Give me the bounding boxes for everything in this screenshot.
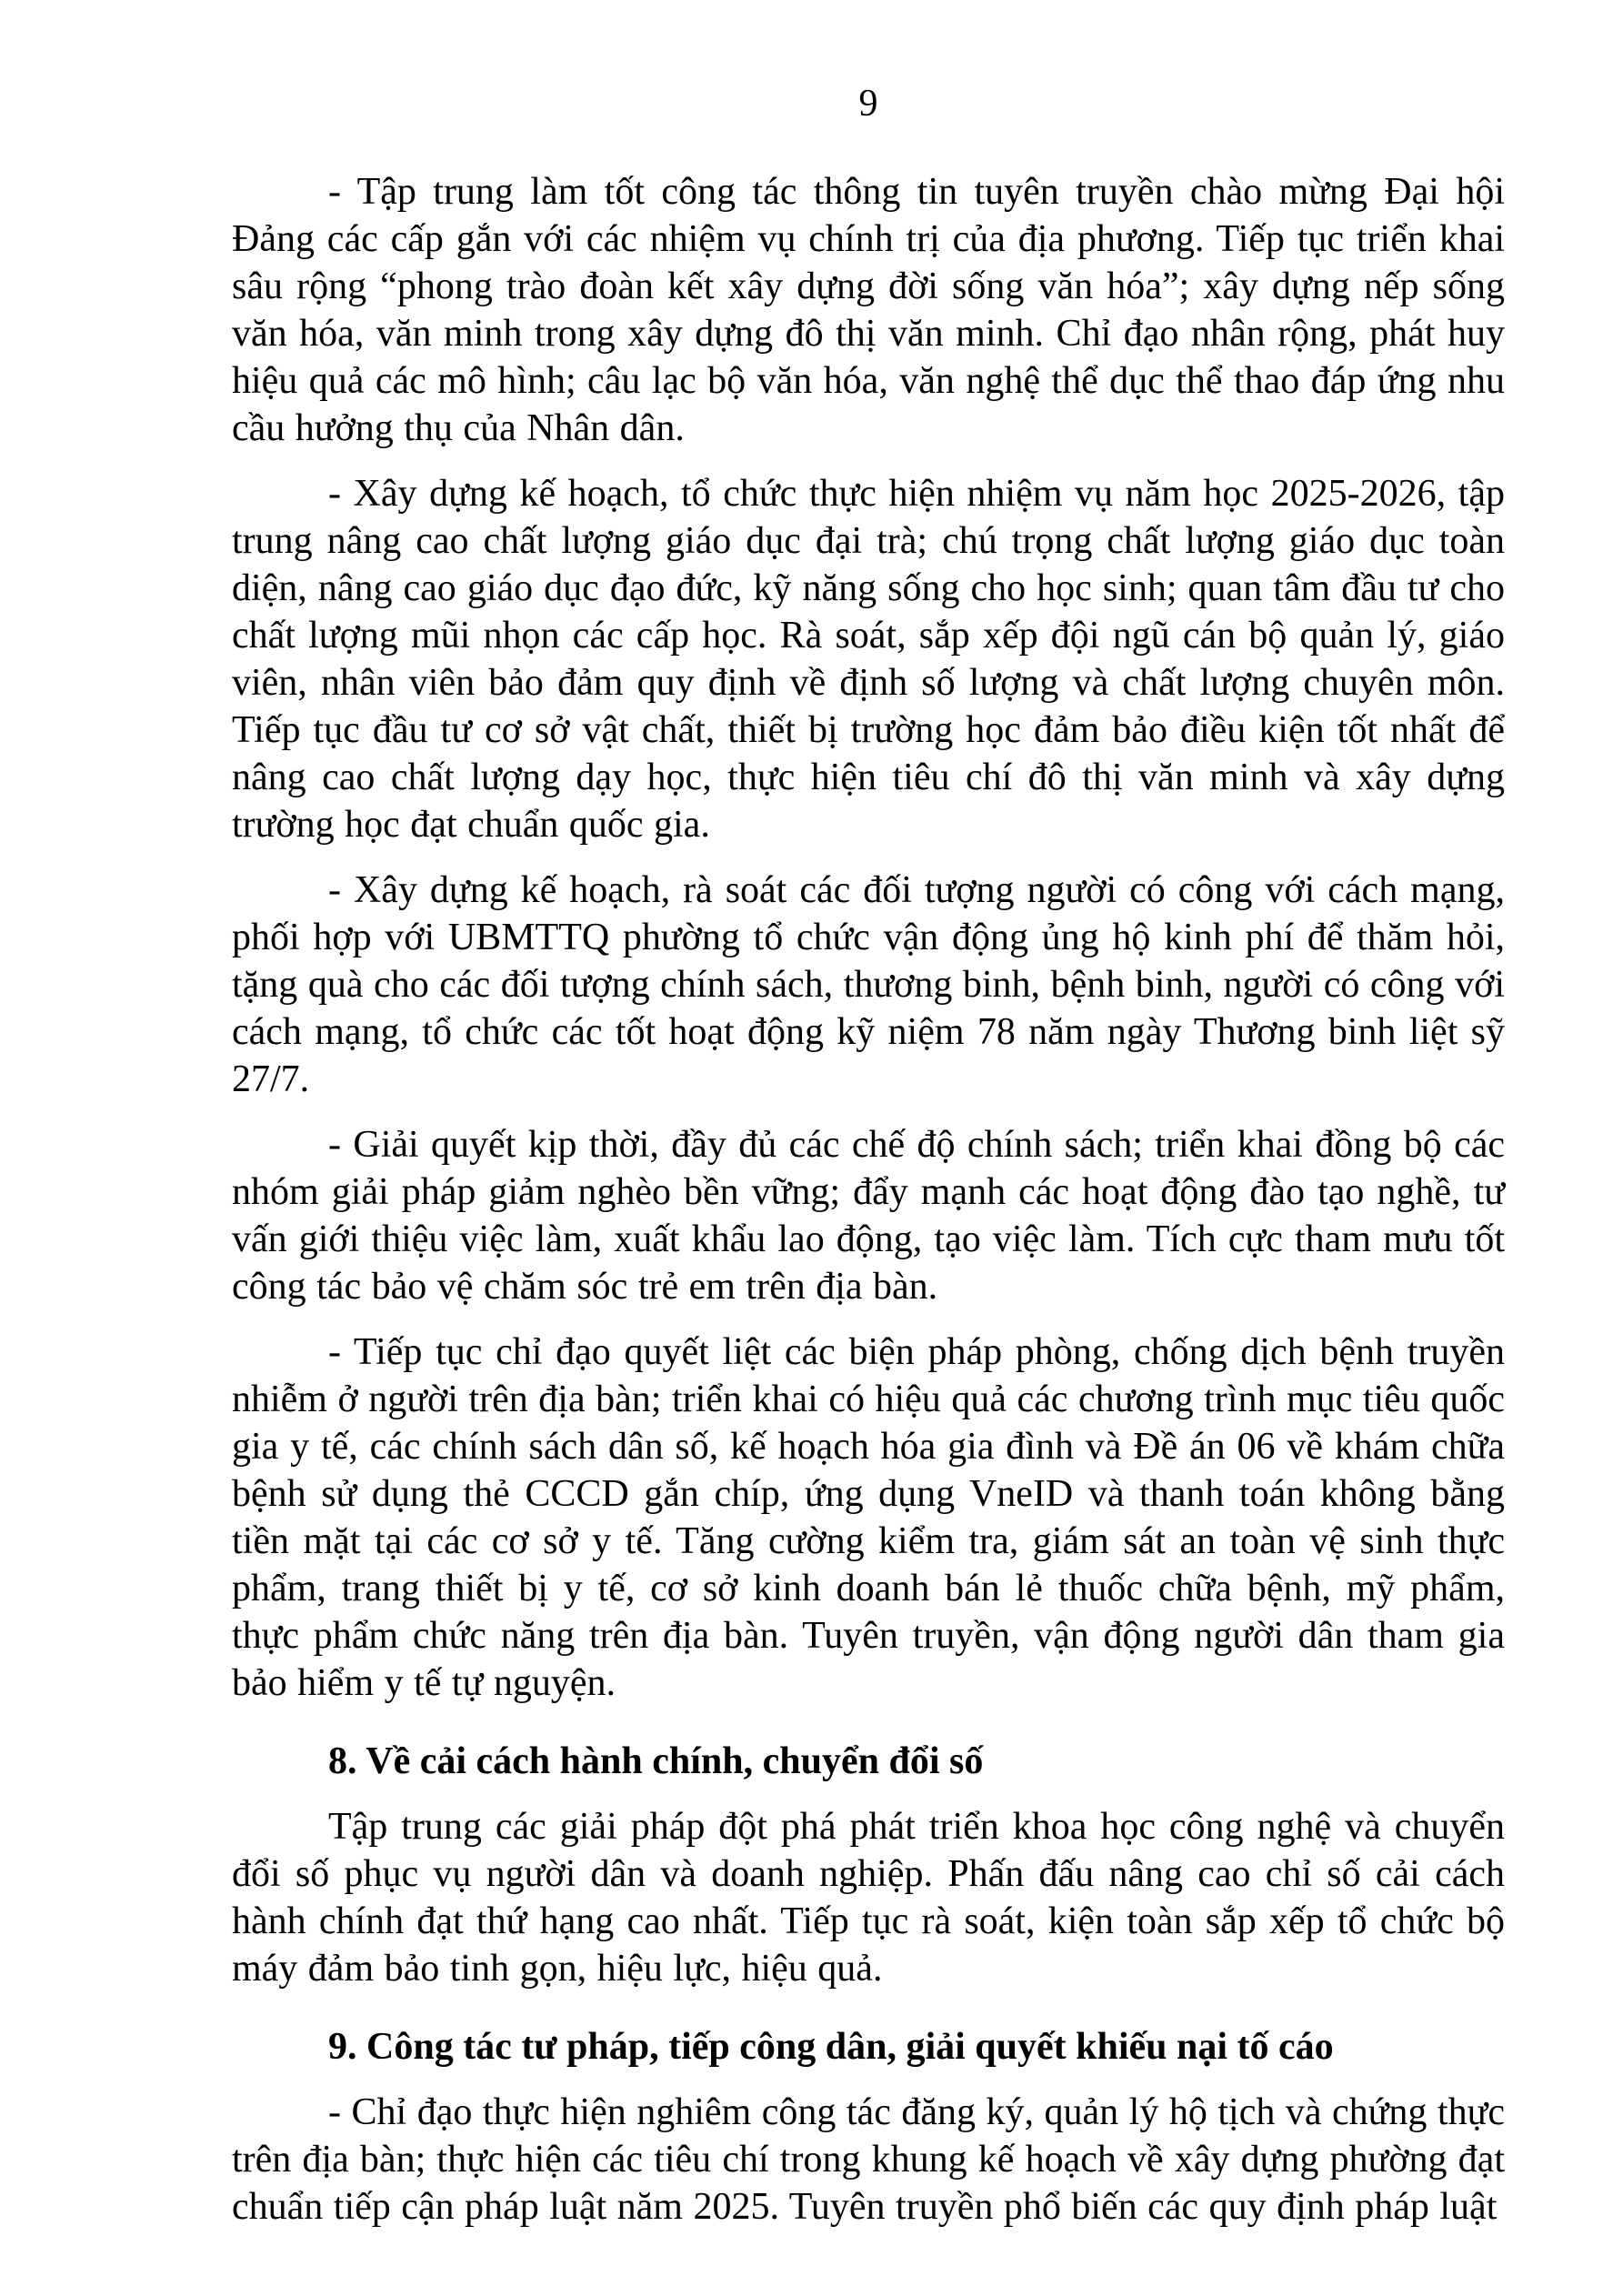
- section-heading: 8. Về cải cách hành chính, chuyển đổi số: [328, 1740, 984, 1782]
- section-heading: 9. Công tác tư pháp, tiếp công dân, giải quyết khiếu nại tố cáo: [328, 2026, 1334, 2068]
- paragraph: Tập trung các giải pháp đột phá phát triển khoa học công nghệ và chuyển đổi số phục vụ người dân và doanh nghiệp. Phấn đấu nâng cao chỉ số cải cách hành chính đạt thứ hạng cao nhất. Tiếp tục rà soát, kiện toàn sắp xếp tổ chức bộ máy đảm bảo tinh gọn, hiệu lực, hiệu quả.: [232, 1806, 1505, 1990]
- document-body: [232, 168, 1505, 2231]
- paragraph: - Giải quyết kịp thời, đầy đủ các chế độ chính sách; triển khai đồng bộ các nhóm giải pháp giảm nghèo bền vững; đẩy mạnh các hoạt động đào tạo nghề, tư vấn giới thiệu việc làm, xuất khẩu lao động, tạo việc làm. Tích cực tham mưu tốt công tác bảo vệ chăm sóc trẻ em trên địa bàn.: [232, 1124, 1505, 1308]
- paragraph: - Chỉ đạo thực hiện nghiêm công tác đăng ký, quản lý hộ tịch và chứng thực trên địa bàn; thực hiện các tiêu chí trong khung kế hoạch về xây dựng phường đạt chuẩn tiếp cận pháp luật năm 2025. Tuyên truyền phổ biến các quy định pháp luật: [232, 2091, 1505, 2228]
- paragraph: - Tiếp tục chỉ đạo quyết liệt các biện pháp phòng, chống dịch bệnh truyền nhiễm ở người trên địa bàn; triển khai có hiệu quả các chương trình mục tiêu quốc gia y tế, các chính sách dân số, kế hoạch hóa gia đình và Đề án 06 về khám chữa bệnh sử dụng thẻ CCCD gắn chíp, ứng dụng VneID và thanh toán không bằng tiền mặt tại các cơ sở y tế. Tăng cường kiểm tra, giám sát an toàn vệ sinh thực phẩm, trang thiết bị y tế, cơ sở kinh doanh bán lẻ thuốc chữa bệnh, mỹ phẩm, thực phẩm chức năng trên địa bàn. Tuyên truyền, vận động người dân tham gia bảo hiểm y tế tự nguyện.: [232, 1331, 1505, 1704]
- paragraph: - Xây dựng kế hoạch, tổ chức thực hiện nhiệm vụ năm học 2025-2026, tập trung nâng cao chất lượng giáo dục đại trà; chú trọng chất lượng giáo dục toàn diện, nâng cao giáo dục đạo đức, kỹ năng sống cho học sinh; quan tâm đầu tư cho chất lượng mũi nhọn các cấp học. Rà soát, sắp xếp đội ngũ cán bộ quản lý, giáo viên, nhân viên bảo đảm quy định về định số lượng và chất lượng chuyên môn. Tiếp tục đầu tư cơ sở vật chất, thiết bị trường học đảm bảo điều kiện tốt nhất để nâng cao chất lượng dạy học, thực hiện tiêu chí đô thị văn minh và xây dựng trường học đạt chuẩn quốc gia.: [232, 473, 1505, 846]
- paragraph: - Xây dựng kế hoạch, rà soát các đối tượng người có công với cách mạng, phối hợp với UBMTTQ phường tổ chức vận động ủng hộ kinh phí để thăm hỏi, tặng quà cho các đối tượng chính sách, thương binh, bệnh binh, người có công với cách mạng, tổ chức các tốt hoạt động kỹ niệm 78 năm ngày Thương binh liệt sỹ 27/7.: [232, 869, 1505, 1100]
- page-number: 9: [858, 83, 878, 125]
- paragraph: - Tập trung làm tốt công tác thông tin tuyên truyền chào mừng Đại hội Đảng các cấp gắn với các nhiệm vụ chính trị của địa phương. Tiếp tục triển khai sâu rộng “phong trào đoàn kết xây dựng đời sống văn hóa”; xây dựng nếp sống văn hóa, văn minh trong xây dựng đô thị văn minh. Chỉ đạo nhân rộng, phát huy hiệu quả các mô hình; câu lạc bộ văn hóa, văn nghệ thể dục thể thao đáp ứng nhu cầu hưởng thụ của Nhân dân.: [232, 171, 1505, 449]
